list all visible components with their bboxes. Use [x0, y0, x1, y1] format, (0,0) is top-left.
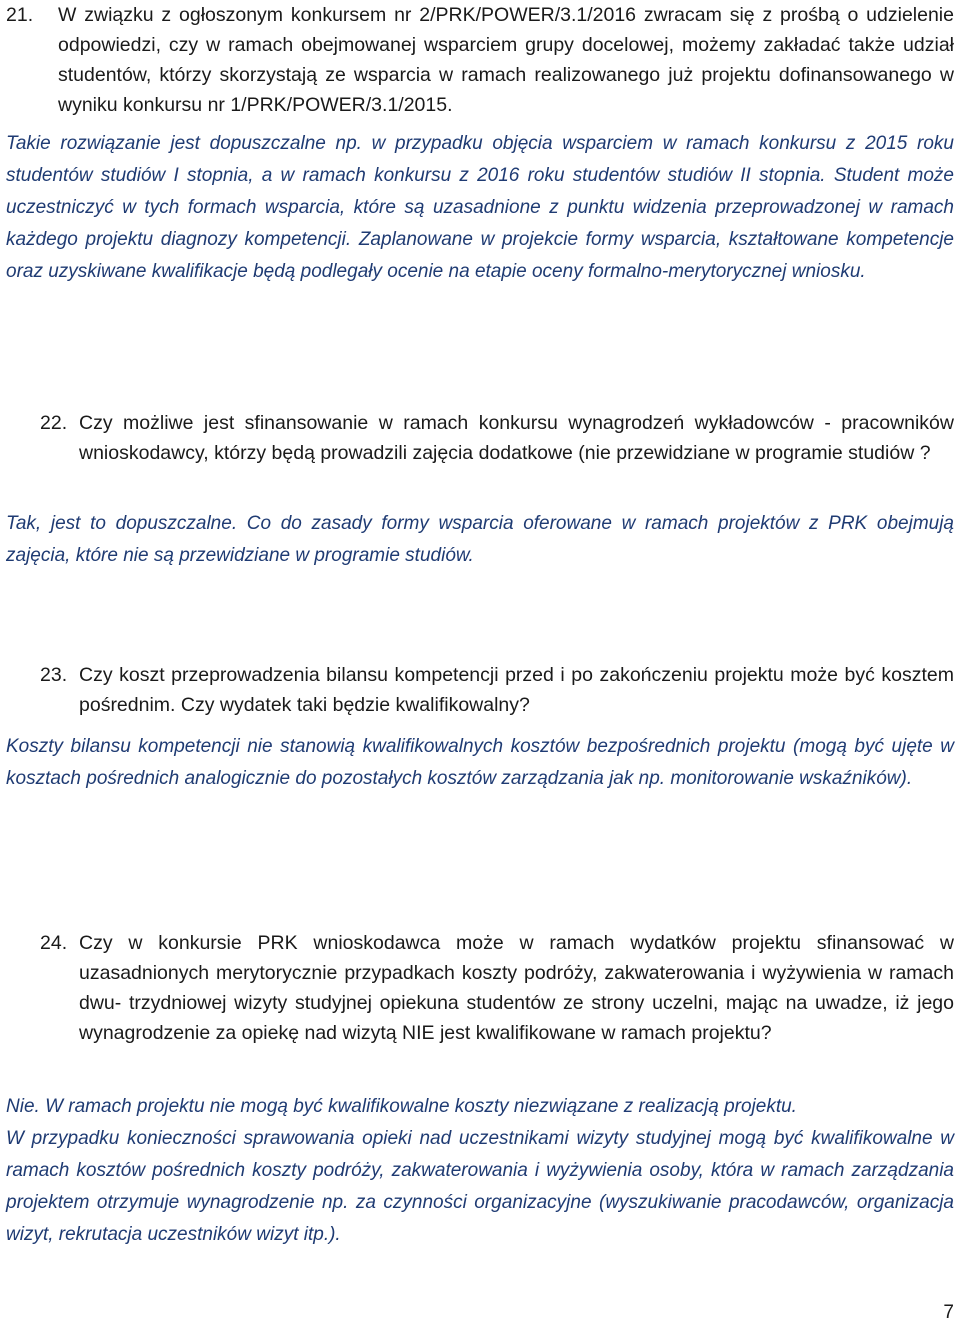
- answer-23: [6, 731, 954, 795]
- question-text: Czy koszt przeprowadzenia bilansu kompetencji przed i po zakończeniu projektu może być kosztem pośrednim. Czy wydatek taki będzie kwalifikowalny?: [79, 664, 954, 716]
- question-22: [40, 408, 954, 468]
- answer-22: [6, 508, 954, 572]
- page-number: 7: [943, 1302, 954, 1323]
- answer-text: Takie rozwiązanie jest dopuszczalne np. w przypadku objęcia wsparciem w ramach konkursu z 2015 roku studentów studiów I stopnia, a w ramach konkursu z 2016 roku studentów studiów II stopnia. Student może uczestniczyć w tych formach wsparcia, które są uzasadnione z punktu widzenia przeprowadzonej w ramach każdego projektu diagnozy kompetencji. Zaplanowane w projekcie formy wsparcia, kształtowane kompetencje oraz uzyskiwane kwalifikacje będą podlegały ocenie na etapie oceny formalno-merytorycznej wniosku.: [6, 133, 954, 282]
- question-text: Czy możliwe jest sfinansowanie w ramach konkursu wynagrodzeń wykładowców - pracowników wnioskodawcy, którzy będą prowadzili zajęcia dodatkowe (nie przewidziane w programie studiów ?: [79, 412, 954, 464]
- answer-24: [6, 1091, 954, 1251]
- question-24: [40, 928, 954, 1048]
- answer-text: Koszty bilansu kompetencji nie stanowią kwalifikowalnych kosztów bezpośrednich projektu (mogą być ujęte w kosztach pośrednich analogicznie do pozostałych kosztów zarządzania jak np. monitorowanie wskaźników).: [6, 736, 954, 789]
- question-number: 22.: [40, 412, 68, 434]
- question-21: [6, 0, 954, 120]
- answer-text-line2: W przypadku konieczności sprawowania opieki nad uczestnikami wizyty studyjnej mogą być kwalifikowalne w ramach kosztów pośrednich koszty podróży, zakwaterowania i wyżywienia osoby, która w ramach zarządzania projektem otrzymuje wynagrodzenie np. za czynności organizacyjne (wyszukiwanie pracodawców, organizacja wizyt, rekrutacja uczestników wizyt itp.).: [6, 1128, 954, 1245]
- answer-21: [6, 128, 954, 288]
- question-text: Czy w konkursie PRK wnioskodawca może w ramach wydatków projektu sfinansować w uzasadnionych merytorycznie przypadkach koszty podróży, zakwaterowania i wyżywienia w ramach dwu- trzydniowej wizyty studyjnej opiekuna studentów ze strony uczelni, mając na uwadze, iż jego wynagrodzenie za opiekę nad wizytą NIE jest kwalifikowane w ramach projektu?: [79, 932, 954, 1044]
- question-text: W związku z ogłoszonym konkursem nr 2/PRK/POWER/3.1/2016 zwracam się z prośbą o udzielenie odpowiedzi, czy w ramach obejmowanej wsparciem grupy docelowej, możemy zakładać także udział studentów, którzy skorzystają ze wsparcia w ramach realizowanego już projektu dofinansowanego w wyniku konkursu nr 1/PRK/POWER/3.1/2015.: [58, 4, 954, 116]
- question-number: 23.: [40, 664, 68, 686]
- question-number: 21.: [6, 4, 34, 26]
- answer-text-line1: Nie. W ramach projektu nie mogą być kwalifikowalne koszty niezwiązane z realizacją projektu.: [6, 1096, 797, 1117]
- answer-text: Tak, jest to dopuszczalne. Co do zasady formy wsparcia oferowane w ramach projektów z PRK obejmują zajęcia, które nie są przewidziane w programie studiów.: [6, 513, 954, 566]
- question-23: [40, 660, 954, 720]
- question-number: 24.: [40, 932, 68, 954]
